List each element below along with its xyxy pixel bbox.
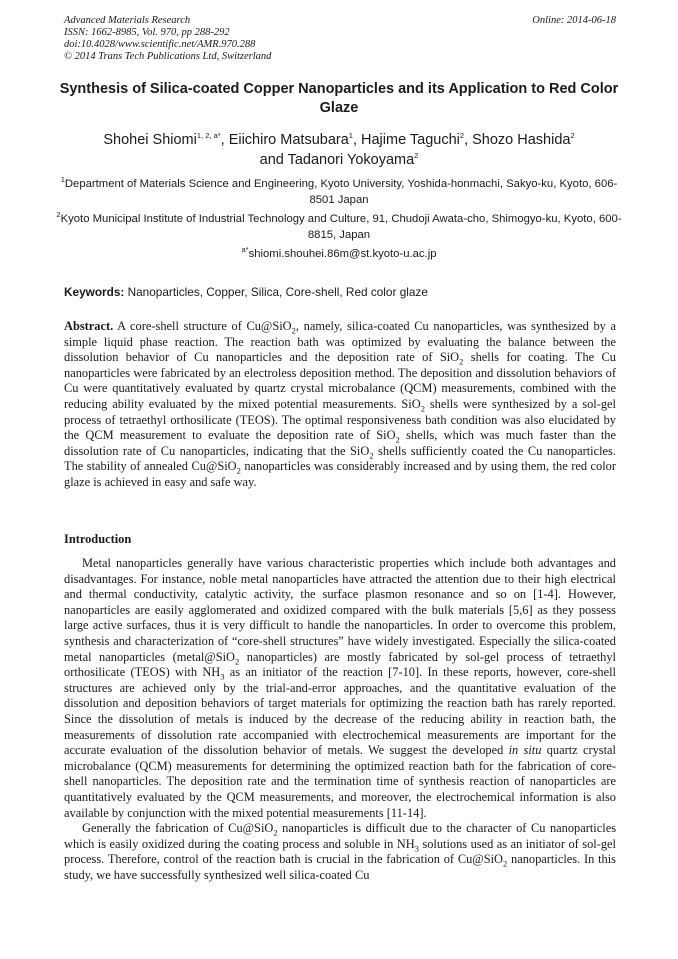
journal-name: Advanced Materials Research xyxy=(64,15,191,26)
author-name: , Shozo Hashida xyxy=(464,132,571,148)
paragraph: Metal nanoparticles generally have various characteristic properties which include both advantages and disadvantages. For instance, noble metal nanoparticles have attracted the attention due to their high electrical and thermal conductivity, catalytic activity, the surface plasmon resonance and so on [1-4]. However, nanoparticles are easily agglomerated and oxidized compared with the bulk materials [5,6] as they possess large active surfaces, thus it is very difficult to handle the nanoparticles. In order to overcome this problem, synthesis and characterization of “core-shell structures” have widely investigated. Especially the silica-coated metal nanoparticles (metal@SiO$_2$ nanoparticles) are mostly fabricated by sol-gel process of tetraethyl orthosilicate (TEOS) with $NH_3$ as an initiator of the reaction [7-10]. In these reports, however, core-shell structures are achieved only by the trial-and-error approaches, and the quantitative evaluation of the dissolution and deposition behaviors of target materials for optimizing the reaction bath has rarely reported. Since the dissolution of metals is induced by the decrease of the reducing ability in reaction bath, the measurements of dissolution rate accompanied with electrochemical measurements are important for the accurate evaluation of the dissolution behavior of metals. We suggest the developed in situ quartz crystal microbalance (QCM) measurements for determining the optimized reaction bath for the fabrication of core-shell nanoparticles. The deposition rate and the termination time of synthesis reaction of nanoparticles are quantitatively evaluated by the QCM measurements, and moreover, the electrochemical information is also available by conjunction with the mixed potential measurements [11-14]. xyxy=(64,556,617,820)
issn-line: ISSN: 1662-8985, Vol. 970, pp 288-292 xyxy=(64,27,230,38)
online-date: Online: 2014-06-18 xyxy=(532,15,616,26)
journal-header xyxy=(64,15,616,63)
keywords-label: Keywords: xyxy=(64,285,125,299)
abstract-label: Abstract. xyxy=(64,319,114,333)
affiliation-1: $^1$Department of Materials Science and Engineering, Kyoto University, Yoshida-honmachi, Sakyo-ku, Kyoto, 606-8501 Japan xyxy=(60,175,618,206)
author-name: , Hajime Taguchi xyxy=(352,132,460,148)
keywords-text: Nanoparticles, Copper, Silica, Core-shell, Red color glaze xyxy=(124,285,428,299)
paper-title: Synthesis of Silica-coated Copper Nanoparticles and its Application to Red Color Glaze xyxy=(59,81,619,116)
copyright-line: © 2014 Trans Tech Publications Ltd, Switzerland xyxy=(64,51,272,62)
abstract: Abstract. A core-shell structure of Cu@SiO$_2$, namely, silica-coated Cu nanoparticles, was synthesized by a simple liquid phase reaction. The reaction bath was optimized by evaluating the balance between the dissolution behavior of Cu nanoparticles and the deposition rate of SiO$_2$ shells for coating. The Cu nanoparticles were fabricated by an electroless deposition method. The deposition and dissolution behaviors of Cu were quantitatively evaluated by quartz crystal microbalance (QCM) measurements, combined with the reducing ability evaluated by the mixed potential measurements. SiO$_2$ shells were synthesized by a sol-gel process of tetraethyl orthosilicate (TEOS). The optimal responsiveness bath condition was also elucidated by the QCM measurement to evaluate the deposition rate of SiO$_2$ shells, which was much faster than the dissolution rate of Cu nanoparticles, indicating that the SiO$_2$ shells sufficiently coated the Cu nanoparticles. The stability of annealed Cu@SiO$_2$ nanoparticles was considerably increased and by using them, the red color glaze is achieved in easy and safe way. xyxy=(64,319,616,489)
author-name: and Tadanori Yokoyama xyxy=(259,152,415,168)
author-list: Shohei Shiomi$^{1, 2, a*}$, Eiichiro Matsubara$^1$, Hajime Taguchi$^2$, Shozo Hashida$^2$ and Tadanori Yokoyama$^2$ xyxy=(103,131,575,168)
author-name: Shohei Shiomi xyxy=(103,132,197,148)
doi-line: doi:10.4028/www.scientific.net/AMR.970.288 xyxy=(64,39,256,50)
corresponding-email: $^{a*}$shiomi.shouhei.86m@st.kyoto-u.ac.jp xyxy=(241,245,437,260)
section-heading-introduction: Introduction xyxy=(64,532,132,546)
keywords xyxy=(64,285,616,300)
affiliation-2: $^2$Kyoto Municipal Institute of Industrial Technology and Culture, 91, Chudoji Awata-cho, Shimogyo-ku, Kyoto, 600-8815, Japan xyxy=(56,210,622,241)
paragraph: Generally the fabrication of Cu@SiO$_2$ nanoparticles is difficult due to the character of Cu nanoparticles which is easily oxidized during the coating process and soluble in $NH_3$ solutions used as an initiator of sol-gel process. Therefore, control of the reaction bath is crucial in the fabrication of Cu@SiO$_2$ nanoparticles. In this study, we have successfully synthesized well silica-coated Cu xyxy=(64,821,617,882)
introduction-body xyxy=(64,556,616,883)
author-name: , Eiichiro Matsubara xyxy=(220,132,349,148)
